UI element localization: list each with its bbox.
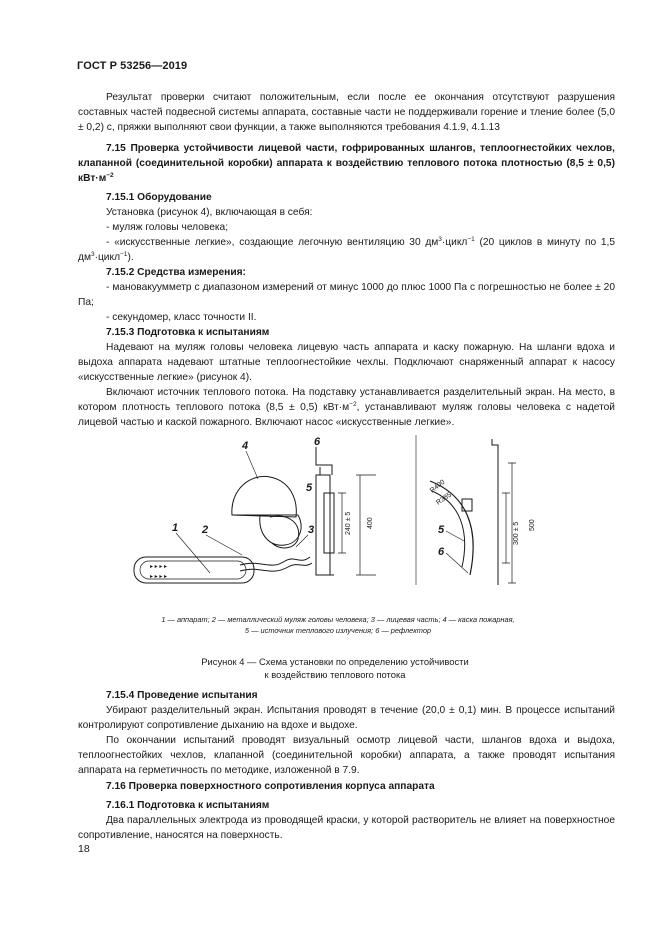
dim-400-label: 400 (367, 517, 374, 529)
screen-frame (316, 447, 332, 475)
paragraph: Надевают на муляж головы человека лицевую часть аппарата и каску пожарную. На шланги вдоха и выдоха аппарата надевают штатные теплоогнестойкие чехлы. Подключают снаряженный аппарат к насосу «искусственные легкие» (рисунок 4). (78, 342, 615, 383)
caption-line: Рисунок 4 — Схема установки по определению устойчивости (201, 656, 469, 667)
dim-240-label: 240 ± 5 (345, 511, 352, 535)
label-4: 4 (242, 440, 249, 452)
heat-source (324, 493, 334, 553)
svg-text:▸ ▸ ▸ ▸: ▸ ▸ ▸ ▸ (150, 564, 168, 570)
paragraph: Установка (рисунок 4), включающая в себя: (106, 207, 313, 218)
label-5-right: 5 (438, 524, 445, 536)
reflector (316, 475, 330, 575)
subsection-title: 7.15.1 Оборудование (106, 192, 212, 203)
subsection-title: 7.15.3 Подготовка к испытаниям (106, 327, 270, 338)
intro-paragraph (78, 90, 615, 135)
section-7-16 (78, 779, 615, 843)
label-3: 3 (308, 524, 315, 536)
face-mask (270, 516, 299, 548)
list-item: - секундомер, класс точности II. (106, 312, 257, 323)
svg-text:▸ ▸ ▸ ▸: ▸ ▸ ▸ ▸ (150, 574, 168, 580)
source-window (462, 499, 472, 511)
stand-base (316, 467, 334, 575)
caption-line: к воздействию теплового потока (264, 669, 406, 680)
radius-400-label: R400 (428, 478, 447, 495)
paragraph: Убирают разделительный экран. Испытания проводят в течение (20,0 ± 0,1) мин. В процессе испытаний контролируют сопротивление дыханию на вдохе и выдохе. (78, 705, 615, 731)
label-6-right: 6 (438, 546, 445, 558)
dim-500-label: 500 (529, 519, 536, 531)
dim-300-label: 300 ± 5 (513, 521, 520, 545)
radius-385-label: R385 (435, 491, 453, 507)
apparatus-arrows (150, 564, 167, 580)
reflector-arc (428, 478, 473, 575)
section-7-15 (78, 141, 615, 430)
legend-line: 1 — аппарат; 2 — металлический муляж головы человека; 3 — лицевая часть; 4 — каска пожарная, (161, 615, 515, 624)
label-5: 5 (306, 482, 313, 494)
figure-legend (108, 614, 568, 636)
paragraph: Результат проверки считают положительным, если после ее окончания отсутствуют разрушения составных частей подвесной системы аппарата, составные части не поддерживали горение и тление более (5,0 ± 0,2) с, пряжки выполняют свои функции, а также выполняются требования 4.1.9, 4.1.13 (78, 92, 615, 133)
list-item: - «искусственные легкие», создающие легочную вентиляцию 30 $дм^3\cdot цикл^{-1}$ (20 циклов в минуту по 1,5 $дм^3\cdot цикл^{-1}$). (78, 236, 615, 263)
list-item: - муляж головы человека; (106, 222, 229, 233)
side-frame (492, 439, 498, 585)
list-item: - мановакуумметр с диапазоном измерений от минус 1000 до плюс 1000 Па с погрешностью не более ± 20 Па; (78, 282, 615, 308)
section-7-15-4 (78, 688, 615, 778)
mannequin-head (260, 515, 301, 545)
subsection-title: 7.16.1 Подготовка к испытаниям (106, 800, 270, 811)
figure-4-diagram (120, 435, 560, 585)
label-6: 6 (314, 436, 321, 448)
subsection-title: 7.15.2 Средства измерения: (106, 267, 246, 278)
legend-line: 5 — источник теплового излучения; 6 — рефлектор (244, 626, 432, 635)
page-number: 18 (78, 843, 90, 855)
label-2: 2 (202, 524, 209, 536)
dim-300 (502, 493, 510, 563)
leader-lines (176, 451, 308, 573)
paragraph: Два параллельных электрода из проводящей краски, у которой растворитель не влияет на поверхностное сопротивление, наносятся на поверхность. (78, 815, 615, 841)
document-header: ГОСТ Р 53256—2019 (77, 60, 188, 72)
paragraph: Включают источник теплового потока. На подставку устанавливается разделительный экран. На место, в котором плотность теплового потока (8,5 ± 0,5) $кВт\cdot м^{-2}$, устанавливают муляж головы человека с надетой лицевой частью и каской пожарного. Включают насос «искусственные легкие». (78, 387, 615, 428)
helmet (232, 476, 296, 517)
paragraph: По окончании испытаний проводят визуальный осмотр лицевой части, шлангов вдоха и выдоха, теплоогнестойких чехлов, клапанной (соединительной коробки) аппарата, а также проводят испытания аппарата на герметичность по методике, изложенной в 7.9. (78, 735, 615, 776)
section-title: 7.15 Проверка устойчивости лицевой части, гофрированных шлангов, теплоогнестойких чехлов, клапанной (соединительной коробки) аппарата к воздействию теплового потока плотностью (8,5 ± 0,5) $кВт\cdot м^{-2}$ (78, 143, 615, 184)
figure-caption (150, 655, 520, 681)
section-title: 7.16 Проверка поверхностного сопротивления корпуса аппарата (106, 781, 435, 792)
label-1: 1 (172, 522, 179, 534)
hose (240, 563, 312, 571)
subsection-title: 7.15.4 Проведение испытания (106, 690, 258, 701)
